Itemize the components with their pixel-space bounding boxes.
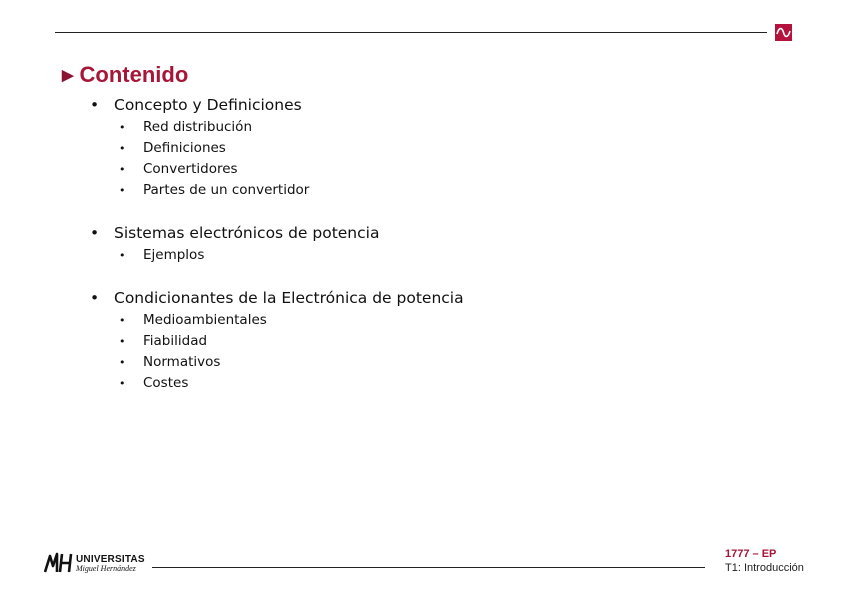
outline-heading: • Condicionantes de la Electrónica de potencia xyxy=(90,288,464,308)
outline-item: • Costes xyxy=(115,373,464,394)
outline-section xyxy=(90,223,464,266)
triangle-right-icon: ▶ xyxy=(62,67,74,84)
outline-item: • Medioambientales xyxy=(115,310,464,331)
logo-line2: Miguel Hernández xyxy=(76,564,136,573)
outline-heading: • Concepto y Definiciones xyxy=(90,95,464,115)
university-logo xyxy=(44,552,154,574)
outline-item: • Red distribución xyxy=(115,117,464,138)
sine-wave-icon xyxy=(775,24,792,41)
slide-title xyxy=(62,62,188,89)
content-outline xyxy=(90,95,464,394)
logo-line1: UNIVERSITAS xyxy=(76,554,145,565)
outline-item: • Convertidores xyxy=(115,159,464,180)
outline-sublist xyxy=(90,245,464,266)
outline-item: • Definiciones xyxy=(115,138,464,159)
outline-section xyxy=(90,288,464,394)
outline-item: • Partes de un convertidor xyxy=(115,180,464,201)
outline-item: • Ejemplos xyxy=(115,245,464,266)
course-code: 1777 – EP xyxy=(725,548,777,560)
outline-item: • Fiabilidad xyxy=(115,331,464,352)
outline-sublist xyxy=(90,310,464,394)
outline-item: • Normativos xyxy=(115,352,464,373)
footer-rule xyxy=(152,567,705,568)
outline-sublist xyxy=(90,117,464,201)
topic-label: T1: Introducción xyxy=(725,562,804,574)
outline-section xyxy=(90,95,464,201)
umh-logo-mark-icon xyxy=(44,552,74,574)
header-rule xyxy=(55,32,767,33)
outline-heading: • Sistemas electrónicos de potencia xyxy=(90,223,464,243)
slide-title-text: Contenido xyxy=(79,62,189,87)
